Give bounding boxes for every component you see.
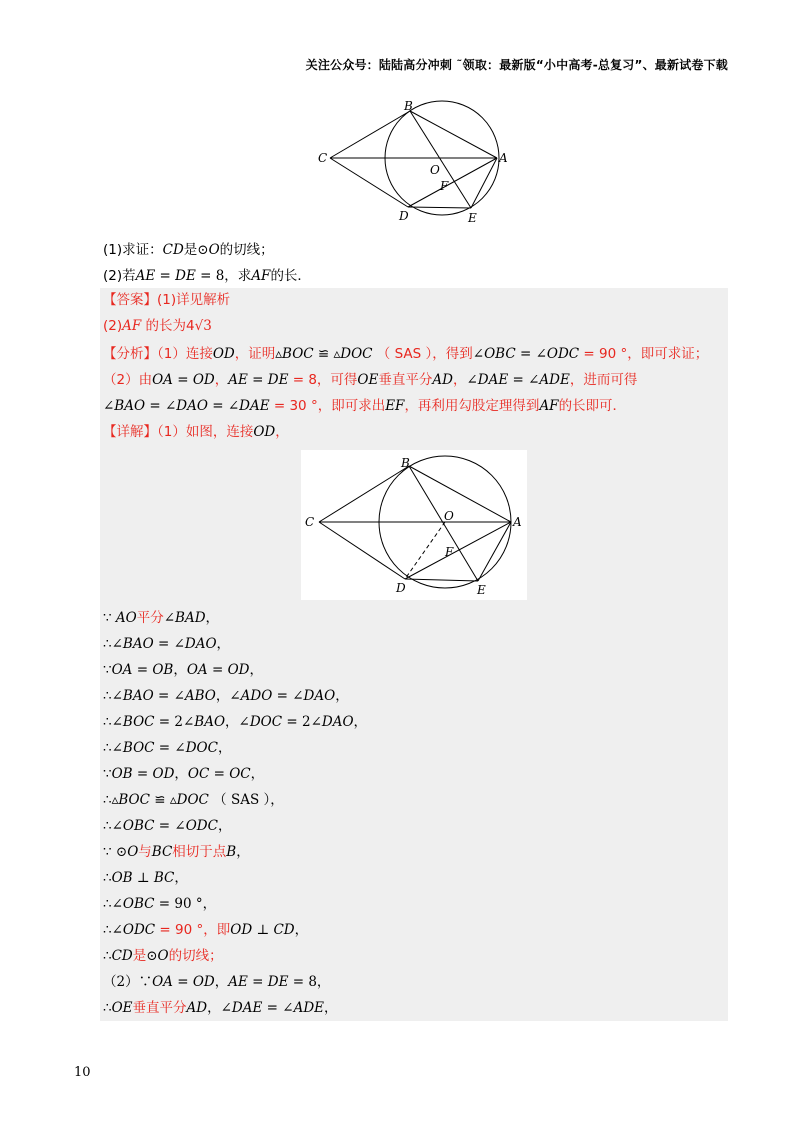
label-a-detail: A [513,515,522,529]
label-b: B [404,99,413,113]
label-e-detail: E [477,583,486,597]
detail-step-10: ∵ ⊙O与BC相切于点B， [103,844,250,860]
label-a: A [499,151,508,165]
detail-step-1: ∵ AO平分∠BAD， [103,610,220,626]
analysis-line-2: （2）由OA = OD，AE = DE = 8，可得OE垂直平分AD，∠DAE = ∠ADE，进而可得 [103,372,638,388]
detail-step-16: ∴OE垂直平分AD，∠DAE = ∠ADE， [103,1000,338,1016]
detail-step-11: ∴OB ⊥ BC， [103,870,188,886]
label-d-detail: D [396,581,406,595]
label-c: C [318,151,328,165]
answer-line-2: (2)AF 的长为4√3 [103,318,212,334]
geometry-figure-top [316,98,512,226]
label-o-detail: O [444,509,454,523]
detail-line-1: 【详解】（1）如图，连接OD， [103,424,289,440]
answer-line-1: 【答案】(1)详见解析 [103,292,231,308]
label-b-detail: B [401,456,410,470]
label-c-detail: C [305,515,315,529]
detail-step-13: ∴∠ODC = 90 °，即OD ⊥ CD， [103,922,309,938]
analysis-line-3: ∠BAO = ∠DAO = ∠DAE = 30 °，即可求出EF，再利用勾股定理得到AF的长即可． [103,398,627,414]
detail-step-8: ∴▵BOC ≌ ▵DOC （ SAS ）， [103,792,284,808]
detail-step-15: （2）∵OA = OD，AE = DE = 8， [103,974,331,990]
geometry-figure-detail [301,450,527,600]
detail-step-6: ∴∠BOC = ∠DOC， [103,740,232,756]
label-e: E [468,211,477,225]
question-1: (1)求证：CD是⊙O的切线； [103,242,274,258]
label-f-detail: F [445,545,454,559]
detail-step-14: ∴CD是⊙O的切线； [103,948,223,964]
label-o: O [430,163,440,177]
detail-step-4: ∴∠BAO = ∠ABO，∠ADO = ∠DAO， [103,688,349,704]
detail-step-9: ∴∠OBC = ∠ODC， [103,818,232,834]
detail-step-7: ∵OB = OD，OC = OC， [103,766,265,782]
solution-panel [100,288,728,1021]
detail-step-3: ∵OA = OB，OA = OD， [103,662,263,678]
question-2: (2)若AE = DE = 8，求AF的长． [103,268,311,284]
detail-step-5: ∴∠BOC = 2∠BAO，∠DOC = 2∠DAO， [103,714,368,730]
analysis-line-1: 【分析】（1）连接OD，证明▵BOC ≌ ▵DOC （ SAS ），得到∠OBC = ∠ODC = 90 °，即可求证； [103,346,709,362]
page-header: 关注公众号：陆陆高分冲刺 ˜领取：最新版“小中高考-总复习”、最新试卷下载 [305,58,728,72]
detail-step-12: ∴∠OBC = 90 °， [103,896,217,912]
label-f: F [440,179,449,193]
detail-step-2: ∴∠BAO = ∠DAO， [103,636,231,652]
label-d: D [399,209,409,223]
page-number: 10 [74,1065,91,1080]
